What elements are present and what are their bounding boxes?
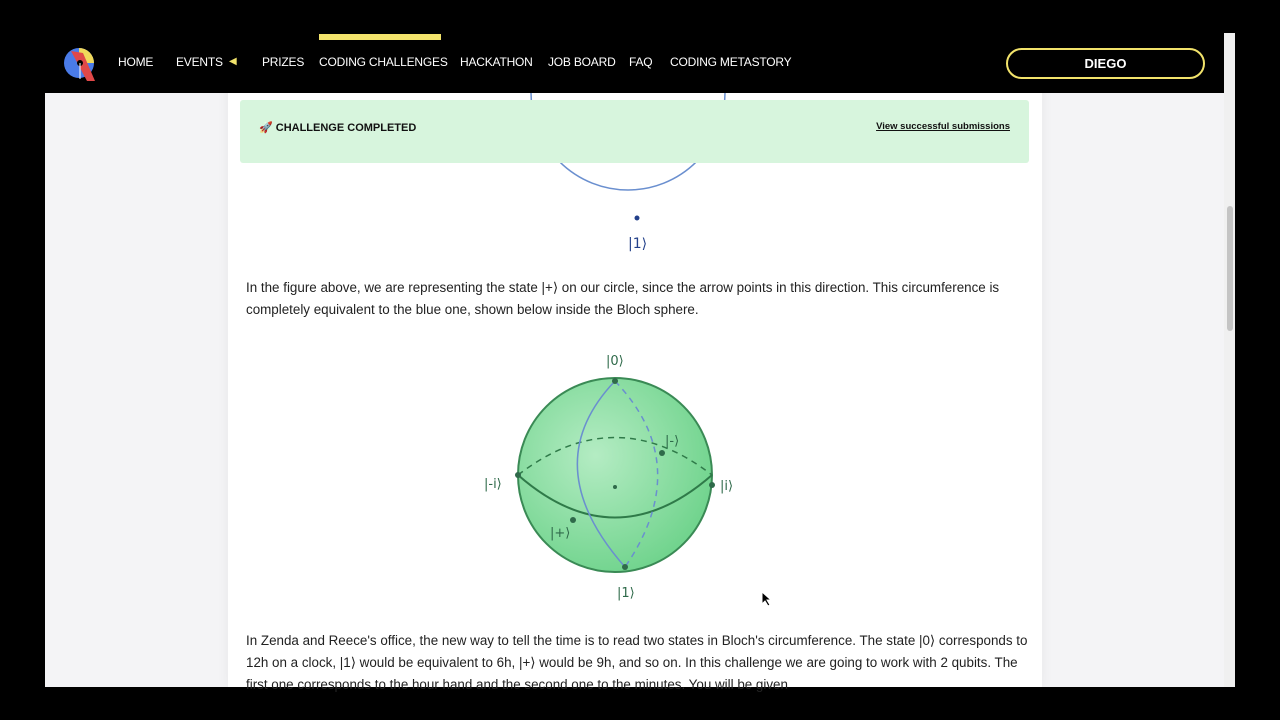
- view-submissions-link[interactable]: View successful submissions: [876, 121, 1010, 132]
- mouse-cursor-icon: [761, 591, 773, 607]
- label-ket-plus: |+⟩: [550, 526, 571, 541]
- nav-coding-challenges[interactable]: CODING CHALLENGES: [319, 55, 448, 69]
- paragraph-plus-state: In the figure above, we are representing the state |+⟩ on our circle, since the arrow points in this direction. This circumference is completely equivalent to the blue one, shown below inside the Bloch sphere.: [246, 280, 1000, 317]
- label-ket-1-bloch: |1⟩: [617, 586, 635, 601]
- scrollbar-track[interactable]: [1224, 33, 1235, 687]
- nav-events[interactable]: EVENTS: [176, 55, 223, 69]
- challenge-completed-banner: [240, 100, 1029, 163]
- banner-title: 🚀 CHALLENGE COMPLETED: [259, 122, 417, 134]
- nav-prizes[interactable]: PRIZES: [262, 55, 305, 69]
- label-ket-i: |i⟩: [720, 479, 734, 494]
- label-ket-1: |1⟩: [628, 236, 648, 252]
- challenge-content: [228, 33, 1042, 692]
- top-nav: [45, 33, 1224, 93]
- user-button[interactable]: DIEGO: [1006, 48, 1205, 79]
- nav-faq[interactable]: FAQ: [629, 55, 653, 69]
- bloch-sphere-figure: [484, 345, 770, 605]
- label-ket-minus: |-⟩: [665, 434, 680, 449]
- scrollbar-thumb[interactable]: [1227, 206, 1233, 331]
- nav-job-board[interactable]: JOB BOARD: [548, 55, 616, 69]
- logo-icon[interactable]: [63, 47, 97, 81]
- paragraph-clock: In Zenda and Reece's office, the new way to tell the time is to read two states in Bloch's circumference. The state |0⟩ corresponds to 12h on a clock, |1⟩ would be equivalent to 6h, |+⟩ would be 9h, and so on. In this challenge we are going to work with 2 qubits. The first one corresponds to the hour hand and the second one to the minutes. You will be given: [246, 633, 1028, 692]
- active-nav-indicator: [319, 34, 441, 40]
- nav-hackathon[interactable]: HACKATHON: [460, 55, 533, 69]
- nav-home[interactable]: HOME: [118, 55, 154, 69]
- browser-viewport: [45, 33, 1235, 692]
- caret-left-icon[interactable]: ◀: [229, 56, 237, 67]
- nav-coding-metastory[interactable]: CODING METASTORY: [670, 55, 792, 69]
- label-ket-0: |0⟩: [606, 354, 624, 369]
- label-ket-minus-i: |-i⟩: [484, 477, 502, 492]
